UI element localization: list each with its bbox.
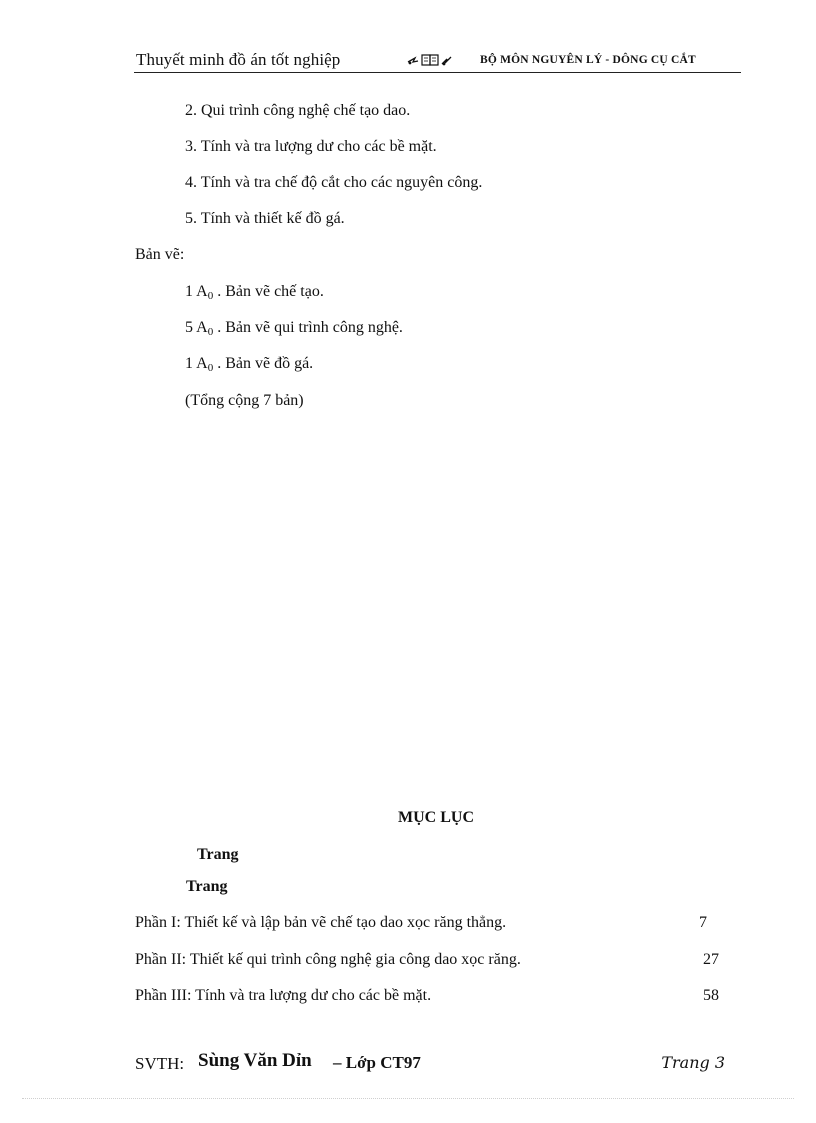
page-footer [135,1050,725,1078]
toc-entry-label: Phần II: Thiết kế qui trình công nghệ gia công dao xọc răng. [135,951,521,968]
task-item: 4. Tính và tra chế độ cắt cho các nguyên công. [185,174,483,191]
drawing-count: 1 [185,283,193,300]
toc-entry-label: Phần III: Tính và tra lượng dư cho các bề mặt. [135,987,432,1004]
toc-entry [135,950,719,970]
drawing-count: 5 [185,319,193,336]
task-item: 2. Qui trình công nghệ chế tạo dao. [185,102,411,119]
drawing-count: 1 [185,355,193,372]
drawing-desc: . Bản vẽ chế tạo. [213,283,324,300]
drawing-sheet: A [196,319,208,336]
drawing-desc: . Bản vẽ qui trình công nghệ. [213,319,403,336]
drawing-desc: . Bản vẽ đồ gá. [213,355,314,372]
drawing-item [185,354,313,374]
footer-page-number: Trang 3 [661,1053,725,1072]
drawings-total: (Tổng cộng 7 bản) [185,392,304,409]
drawing-sheet-sub: 0 [207,362,214,374]
page-header [134,48,741,73]
toc-entry-page: 7 [699,914,707,931]
drawing-sheet: A [196,283,208,300]
drawing-sheet-sub: 0 [207,326,214,338]
toc-title: MỤC LỤC [398,809,474,826]
toc-entry-label: Phần I: Thiết kế và lập bản vẽ chế tạo dao xọc răng thẳng. [135,914,507,931]
drawings-heading: Bản vẽ: [135,246,185,263]
footer-student-name: Sùng Văn Dỉn [198,1050,312,1071]
drawing-item [185,282,324,302]
task-item: 3. Tính và tra lượng dư cho các bề mặt. [185,138,437,155]
toc-entry [135,986,719,1006]
task-item: 5. Tính và thiết kế đồ gá. [185,210,345,227]
page-bottom-divider [22,1098,794,1099]
header-department: BỘ MÔN NGUYÊN LÝ - DÔNG CỤ CẮT [480,54,696,66]
toc-entry [135,913,719,933]
footer-svth-label: SVTH: [135,1054,185,1073]
toc-page-label: Trang [186,878,228,895]
footer-class: – Lớp CT97 [333,1053,421,1072]
drawing-sheet-sub: 0 [207,290,214,302]
drawing-sheet: A [196,355,208,372]
toc-entry-page: 27 [703,951,719,968]
drawing-item [185,318,403,338]
toc-entry-page: 58 [703,987,719,1004]
toc-page-label: Trang [197,846,239,863]
book-ornament-icon [406,53,462,67]
header-title: Thuyết minh đồ án tốt nghiệp [136,50,341,69]
